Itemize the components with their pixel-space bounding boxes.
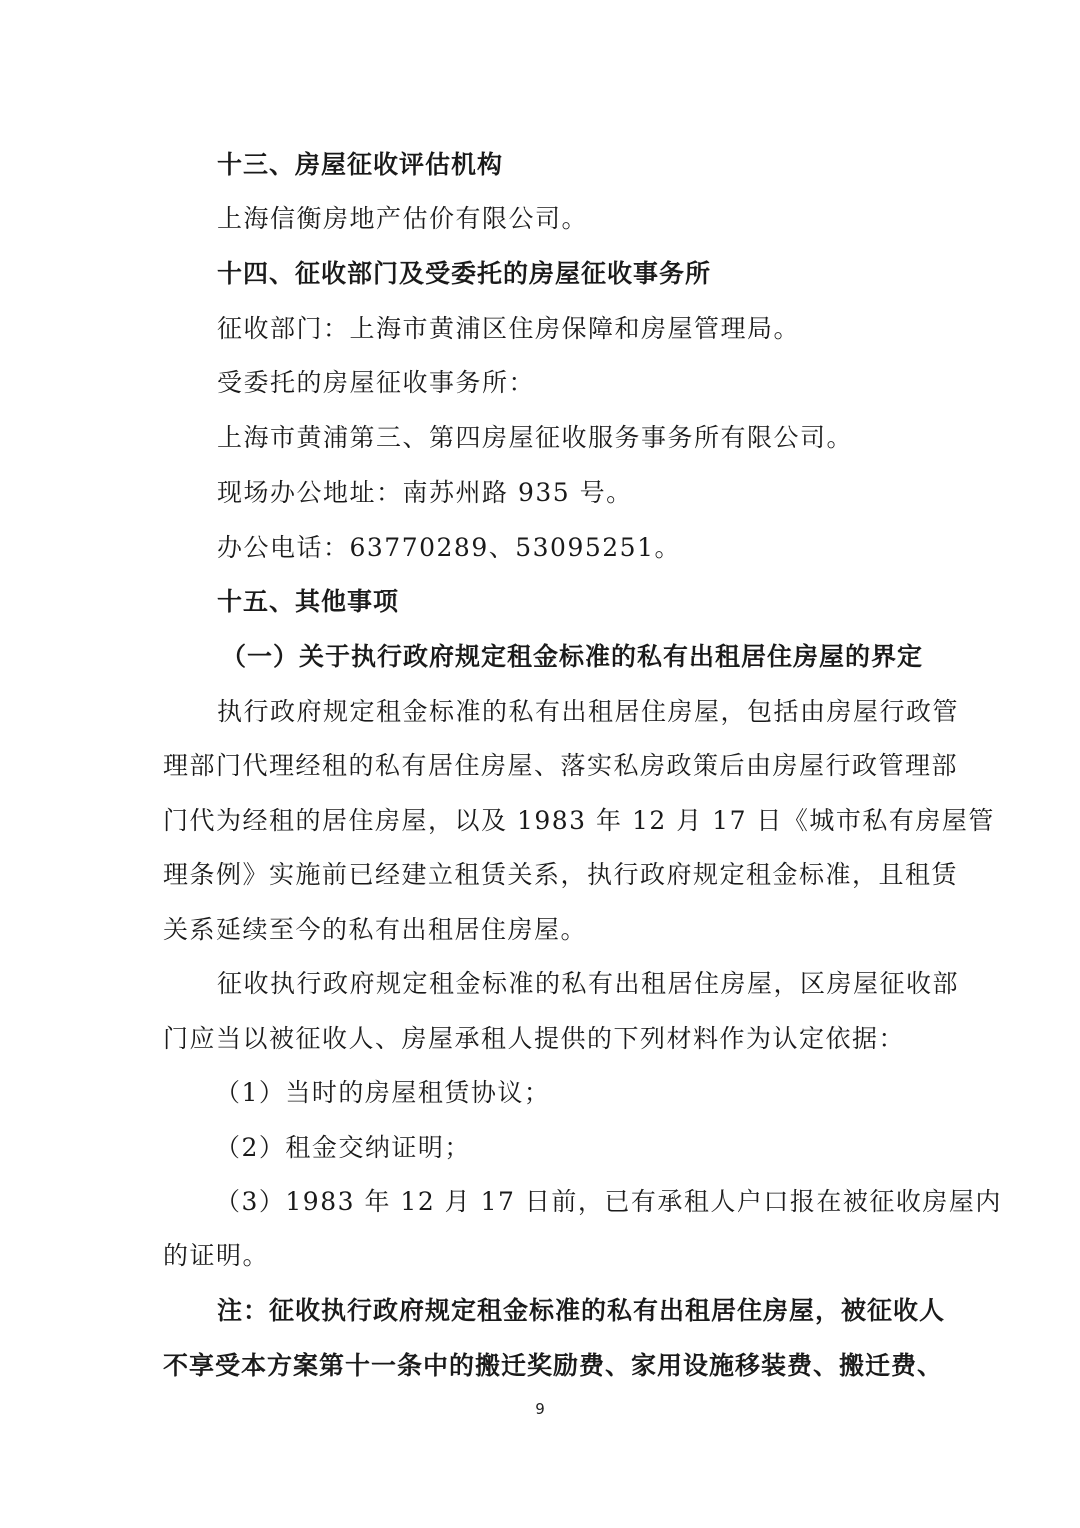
- section-15-sub1-heading: （一）关于执行政府规定租金标准的私有出租居住房屋的界定: [221, 642, 924, 671]
- paragraph-line: 理条例》实施前已经建立租赁关系，执行政府规定租金标准，且租赁: [163, 860, 959, 889]
- section-14-dept: 征收部门：上海市黄浦区住房保障和房屋管理局。: [217, 314, 801, 343]
- page-number: 9: [535, 1400, 545, 1418]
- section-14-address: 现场办公地址：南苏州路 935 号。: [217, 478, 633, 507]
- section-13-body: 上海信衡房地产估价有限公司。: [217, 204, 589, 233]
- section-14-office-name: 上海市黄浦第三、第四房屋征收服务事务所有限公司。: [217, 423, 854, 452]
- section-14-office-label: 受委托的房屋征收事务所：: [217, 368, 536, 397]
- section-15-heading: 十五、其他事项: [217, 587, 400, 616]
- list-item: （1）当时的房屋租赁协议；: [215, 1078, 551, 1107]
- section-14-phone: 办公电话：63770289、53095251。: [217, 533, 681, 562]
- section-14-heading: 十四、征收部门及受委托的房屋征收事务所: [217, 259, 712, 288]
- paragraph-line: 门代为经租的居住房屋，以及 1983 年 12 月 17 日《城市私有房屋管: [163, 806, 995, 835]
- paragraph-line: 执行政府规定租金标准的私有出租居住房屋，包括由房屋行政管: [217, 697, 960, 726]
- note-line: 注：征收执行政府规定租金标准的私有出租居住房屋，被征收人: [217, 1296, 946, 1325]
- paragraph-line: 关系延续至今的私有出租居住房屋。: [163, 915, 588, 944]
- note-line: 不享受本方案第十一条中的搬迁奖励费、家用设施移装费、搬迁费、: [163, 1351, 944, 1380]
- paragraph-line: 征收执行政府规定租金标准的私有出租居住房屋，区房屋征收部: [217, 969, 960, 998]
- list-item: （2）租金交纳证明；: [215, 1133, 471, 1162]
- list-item-continuation: 的证明。: [163, 1241, 270, 1270]
- paragraph-line: 理部门代理经租的私有居住房屋、落实私房政策后由房屋行政管理部: [163, 751, 959, 780]
- section-13-heading: 十三、房屋征收评估机构: [217, 150, 504, 179]
- paragraph-line: 门应当以被征收人、房屋承租人提供的下列材料作为认定依据：: [163, 1024, 906, 1053]
- list-item: （3）1983 年 12 月 17 日前，已有承租人户口报在被征收房屋内: [215, 1187, 1002, 1216]
